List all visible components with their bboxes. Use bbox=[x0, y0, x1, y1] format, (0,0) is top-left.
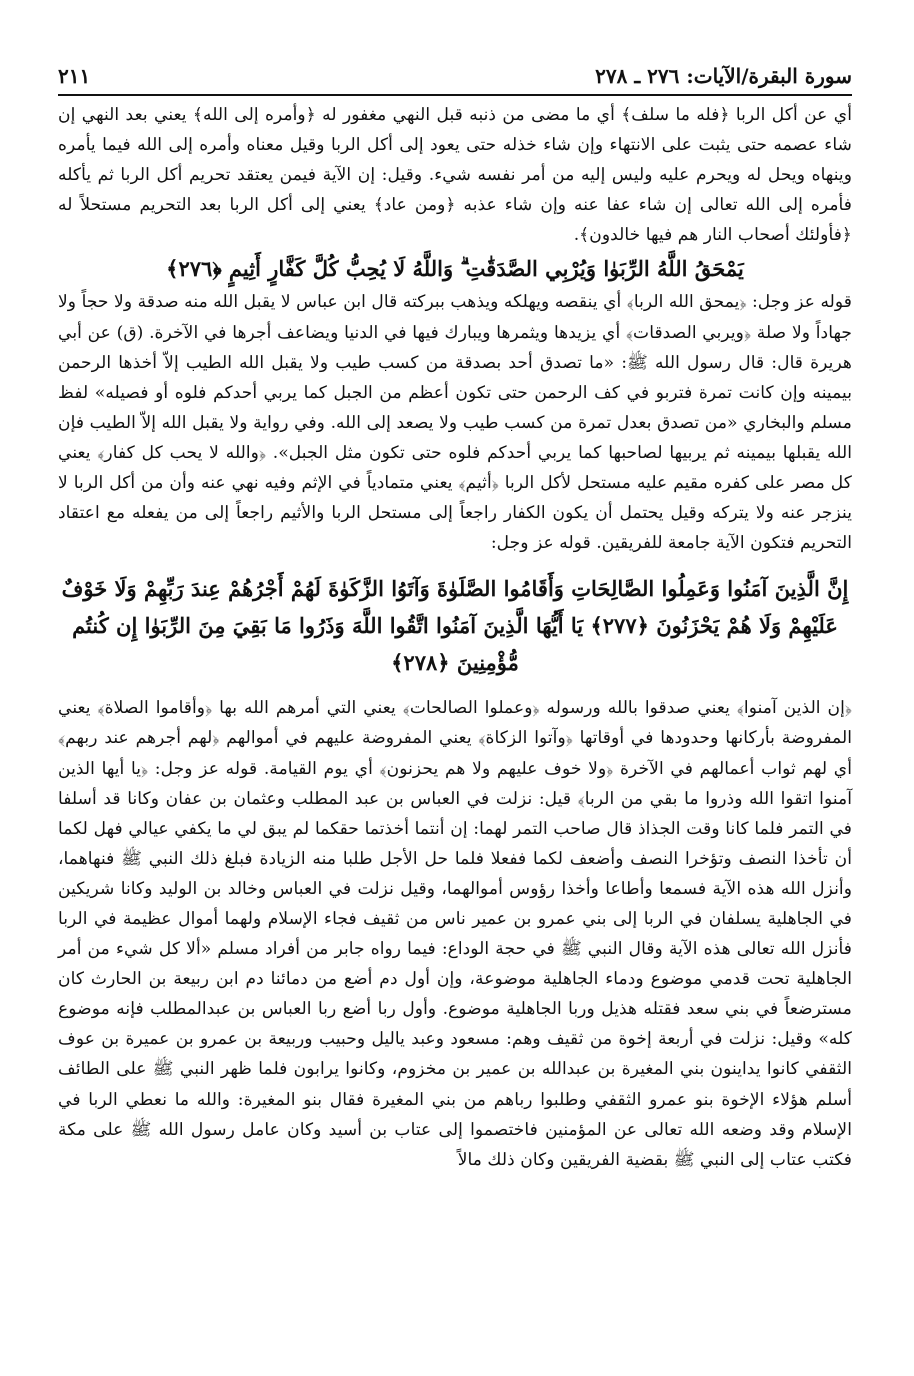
commentary-paragraph: ﴿إن الذين آمنوا﴾ يعني صدقوا بالله ورسوله ﴿وعملوا الصالحات﴾ يعني التي أمرهم الله بها ﴿وأقاموا الصلاة﴾ يعني المفروضة بأركانها وحدودها في أوقاتها ﴿وآتوا الزكاة﴾ يعني المفروضة عليهم في أموالهم ﴿لهم أجرهم عند ربهم﴾ أي لهم ثواب أعمالهم في الآخرة ﴿ولا خوف عليهم ولا هم يحزنون﴾ أي يوم القيامة. قوله عز وجل: ﴿يا أيها الذين آمنوا اتقوا الله وذروا ما بقي من الربا﴾ قيل: نزلت في العباس بن عبد المطلب وعثمان بن عفان وكانا قد أسلفا في التمر فلما كانا وقت الجذاذ قال صاحب التمر لهما: إن أنتما أخذتما حقكما لم يبق لي ما يكفي عيالي فهل لكما أن تأخذا النصف وتؤخرا النصف وأضعف لكما ففعلا فلما حل الأجل طلبا منه الزيادة فبلغ ذلك النبي ﷺ فنهاهما، وأنزل الله هذه الآية فسمعا وأطاعا وأخذا رؤوس أموالهما، وقيل نزلت في العباس وخالد بن الوليد وكانا شريكين في الجاهلية يسلفان في الربا إلى بني عمرو بن عمير ناس من ثقيف فجاء الإسلام ولهما أموال عظيمة في الربا فأنزل الله تعالى هذه الآية وقال النبي ﷺ في حجة الوداع: فيما رواه جابر من أفراد مسلم «ألا كل شيء من أمر الجاهلية تحت قدمي موضوع ودماء الجاهلية موضوعة، وإن أول دم أضع من دمائنا دم ابن ربيعة بن الحارث كان مسترضعاً في بني سعد فقتله هذيل وربا الجاهلية موضوع. وأول ربا أضع ربا العباس بن عبدالمطلب فإنه موضوع كله» وقيل: نزلت في أربعة إخوة من ثقيف وهم: مسعود وعبد ياليل وحبيب وربيعة بن عمرو بن عميرة بن عوف الثقفي كانوا يداينون بني المغيرة بن عبدالله بن عمير بن مخزوم، وكانوا يرابون فلما ظهر النبي ﷺ على الطائف أسلم هؤلاء الإخوة بنو عمرو الثقفي وطلبوا رباهم من بني المغيرة فقال بنو المغيرة: والله ما نعطي الربا في الإسلام وقد وضعه الله تعالى عن المؤمنين فاختصموا إلى عتاب بن أسيد وكان عامل رسول الله ﷺ على مكة فكتب عتاب إلى النبي ﷺ بقضية الفريقين وكان ذلك مالاً bbox=[58, 698, 852, 1170]
commentary-paragraph: قوله عز وجل: ﴿يمحق الله الربا﴾ أي ينقصه ويهلكه ويذهب ببركته قال ابن عباس لا يقبل الله منه صدقة ولا حجاً ولا جهاداً ولا صلة ﴿ويربي الصدقات﴾ أي يزيدها ويثمرها ويبارك فيها في الدنيا ويضاعف أجرها في الآخرة. (ق) عن أبي هريرة قال: قال رسول الله ﷺ: «ما تصدق أحد بصدقة من كسب طيب ولا يقبل الله الطيب إلاّ أخذها الرحمن بيمينه وإن كانت تمرة فتربو في كف الرحمن حتى تكون أعظم من الجبل كما يربي أحدكم فلوه أو فصيله» لفظ مسلم والبخاري «من تصدق بعدل تمرة من كسب طيب ولا يصعد إلى الله. وفي رواية ولا يقبل الله إلاّ الطيب فإن الله يقبلها بيمينه ثم يربيها لصاحبها كما يربي أحدكم فلوه حتى تكون مثل الجبل». ﴿والله لا يحب كل كفار﴾ يعني كل مصر على كفره مقيم عليه مستحل لأكل الربا ﴿أثيم﴾ يعني متمادياً في الإثم وفيه نهي عنه وأن من أكل الربا لا ينزجر عنه ولا يتركه وقيل يحتمل أن يكون الكفار راجعاً إلى مستحل الربا والأثيم راجعاً إلى من يفعله مع اعتقاد التحريم فتكون الآية جامعة للفريقين. قوله عز وجل: bbox=[58, 292, 852, 554]
page-body bbox=[58, 100, 852, 1175]
quran-verse-276: يَمْحَقُ اللَّهُ الرِّبَوٰا وَيُرْبِي الصَّدَقَٰتِ ۗ وَاللَّهُ لَا يُحِبُّ كُلَّ كَفَّارٍ أَثِيمٍ ﴿٢٧٦﴾ bbox=[166, 256, 744, 282]
running-title: سورة البقرة/الآيات: ٢٧٦ ـ ٢٧٨ bbox=[595, 64, 852, 88]
page-header bbox=[58, 58, 852, 96]
page-number: ٢١١ bbox=[58, 64, 91, 88]
quran-verses-277-278: إِنَّ الَّذِينَ آمَنُوا وَعَمِلُوا الصَّالِحَاتِ وَأَقَامُوا الصَّلَوٰةَ وَآتَوُا الزَّكَوٰةَ لَهُمْ أَجْرُهُمْ عِندَ رَبِّهِمْ وَلَا خَوْفٌ عَلَيْهِمْ وَلَا هُمْ يَحْزَنُونَ ﴿٢٧٧﴾ يَا أَيُّهَا الَّذِينَ آمَنُوا اتَّقُوا اللَّهَ وَذَرُوا مَا بَقِيَ مِنَ الرِّبَوٰا إِن كُنتُم مُّؤْمِنِينَ ﴿٢٧٨﴾ bbox=[61, 576, 849, 676]
commentary-paragraph: أي عن أكل الربا ﴿فله ما سلف﴾ أي ما مضى من ذنبه قبل النهي مغفور له ﴿وأمره إلى الله﴾ يعني بعد النهي إن شاء عصمه حتى يثبت على الانتهاء وإن شاء خذله حتى يعود إلى أكل الربا وقيل معناه وأمره إلى الله فيما يأمره وينهاه ويحل له ويحرم عليه وليس إليه من أمر نفسه شيء. وقيل: إن الآية فيمن يعتقد تحريم أكل الربا ثم يأكله فأمره إلى الله تعالى إن شاء عفا عنه وإن شاء عذبه ﴿ومن عاد﴾ يعني إلى أكل الربا بعد التحريم مستحلاً له ﴿فأولئك أصحاب النار هم فيها خالدون﴾. bbox=[58, 105, 852, 246]
